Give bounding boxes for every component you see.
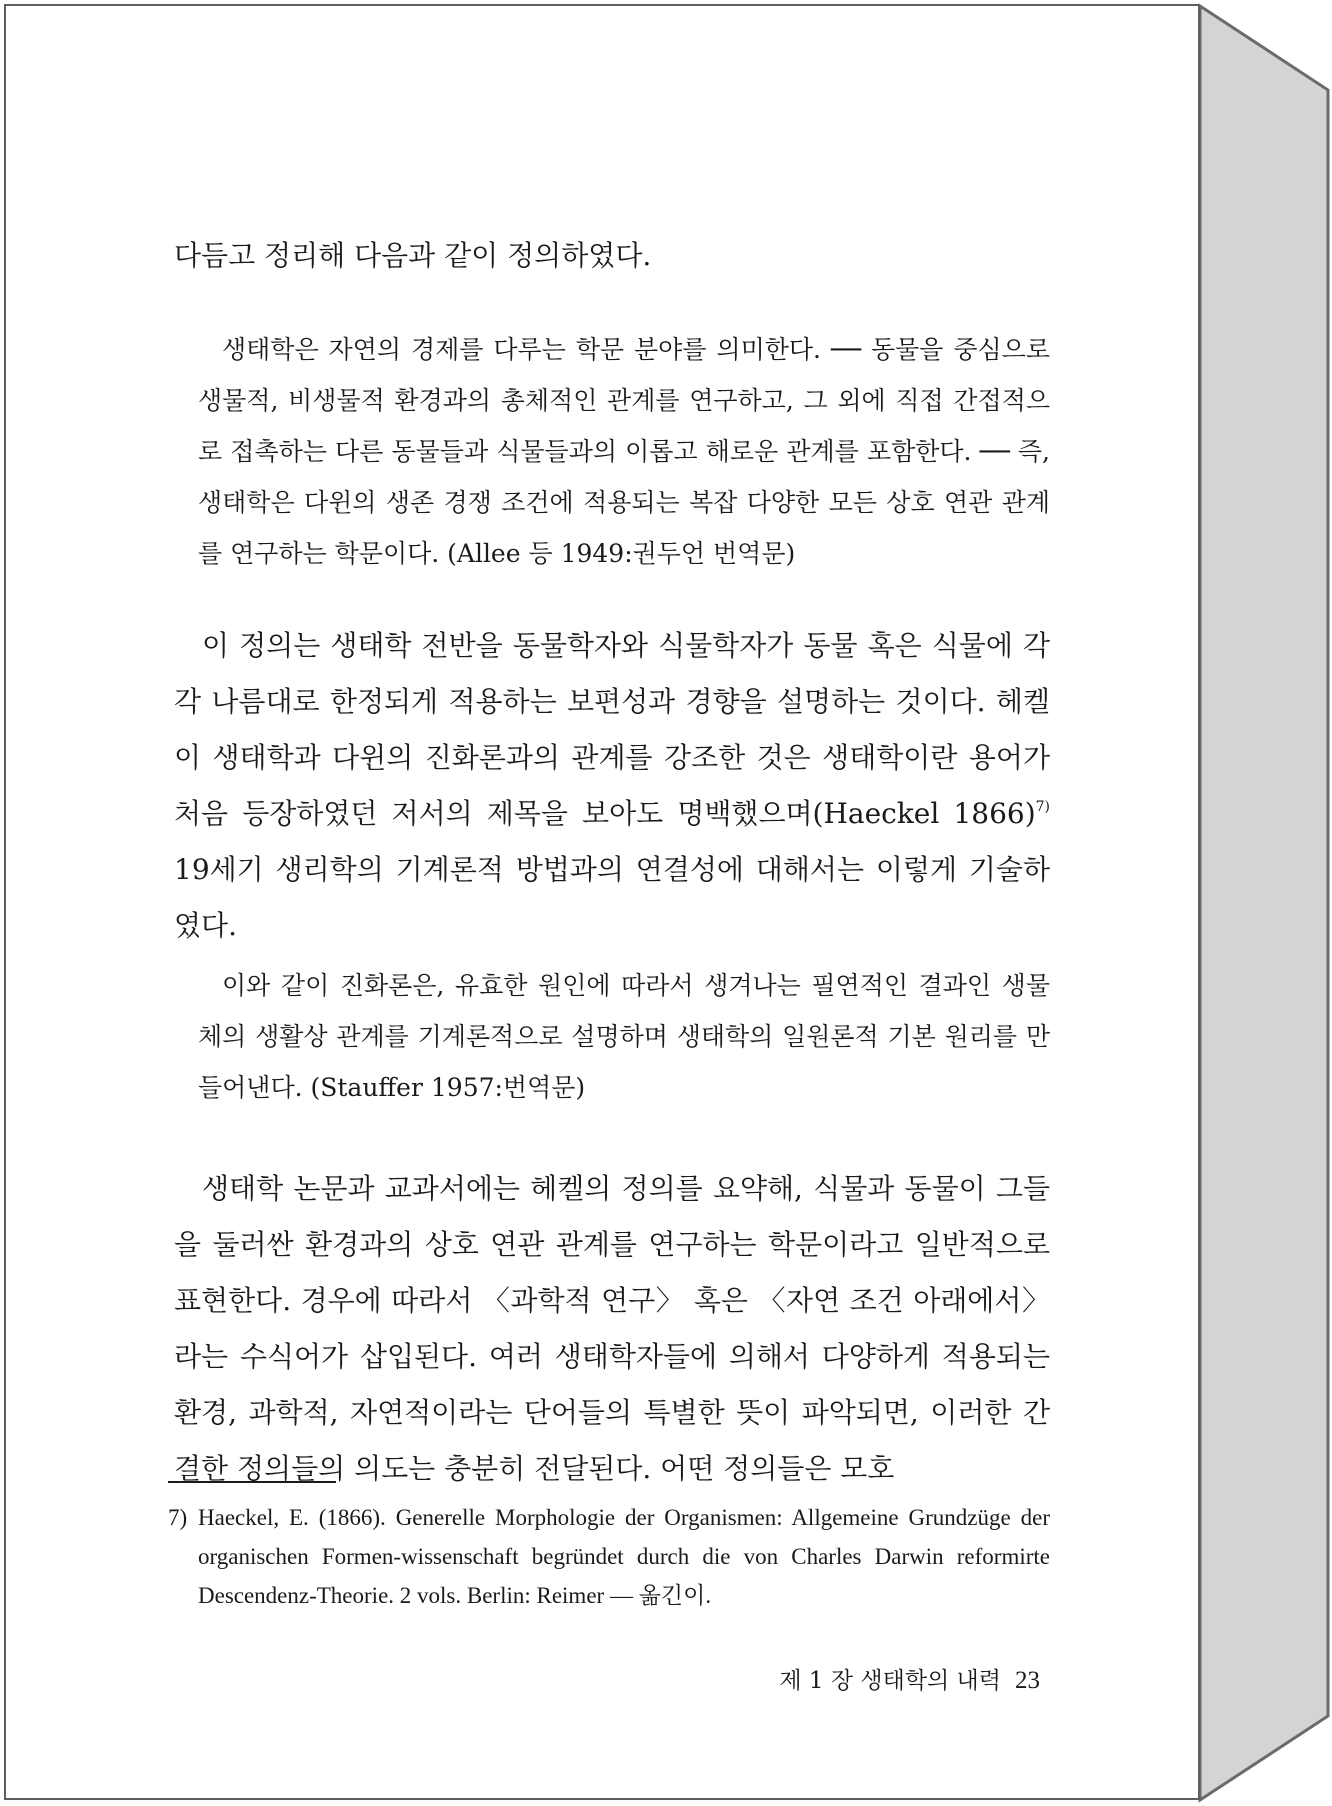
block-quote-stauffer: 이와 같이 진화론은, 유효한 원인에 따라서 생겨나는 필연적인 결과인 생물체의 생활상 관계를 기계론적으로 설명하며 생태학의 일원론적 기본 원리를 만들어낸다. (Stauffer 1957:번역문) [198, 971, 1050, 1102]
book-page [4, 4, 1200, 1800]
footnote [168, 1498, 1050, 1615]
body-paragraph-haeckel-text: 이 정의는 생태학 전반을 동물학자와 식물학자가 동물 혹은 식물에 각각 나름대로 한정되게 적용하는 보편성과 경향을 설명하는 것이다. 헤켈이 생태학과 다윈의 진화론과의 관계를 강조한 것은 생태학이란 용어가 처음 등장하였던 저서의 제목을 보아도 명백했으며(Haeckel 1866) [174, 629, 1050, 830]
body-paragraph-haeckel-tail: 19세기 생리학의 기계론적 방법과의 연결성에 대해서는 이렇게 기술하였다. [174, 853, 1050, 942]
footnote-reference: 7) [1035, 799, 1050, 815]
block-quote-allee: 생태학은 자연의 경제를 다루는 학문 분야를 의미한다. ── 동물을 중심으로 생물적, 비생물적 환경과의 총체적인 관계를 연구하고, 그 외에 직접 간접적으로 접촉하는 다른 동물들과 식물들과의 이롭고 해로운 관계를 포함한다. ── 즉, 생태학은 다윈의 생존 경쟁 조건에 적용되는 복잡 다양한 모든 상호 연관 관계를 연구하는 학문이다. (Allee 등 1949:권두언 번역문) [198, 335, 1050, 568]
running-chapter-title: 제 1 장 생태학의 내력 [779, 1668, 1001, 1694]
continuation-line: 다듬고 정리해 다음과 같이 정의하였다. [174, 239, 652, 272]
body-paragraph-definitions: 생태학 논문과 교과서에는 헤켈의 정의를 요약해, 식물과 동물이 그들을 둘러싼 환경과의 상호 연관 관계를 연구하는 학문이라고 일반적으로 표현한다. 경우에 따라서 〈과학적 연구〉 혹은 〈자연 조건 아래에서〉라는 수식어가 삽입된다. 여러 생태학자들에 의해서 다양하게 적용되는 환경, 과학적, 자연적이라는 단어들의 특별한 뜻이 파악되면, 이러한 간결한 정의들의 의도는 충분히 전달된다. 어떤 정의들은 모호 [174, 1172, 1050, 1485]
footnote-separator [168, 1481, 336, 1483]
footnote-text: Haeckel, E. (1866). Generelle Morphologie der Organismen: Allgemeine Grundzüge der organischen Formen-wissenschaft begründet durch die von Charles Darwin reformirte Descendenz-Theorie. 2 vols. Berlin: Reimer ― 옮긴이. [198, 1505, 1050, 1608]
page-number: 23 [1015, 1667, 1040, 1694]
body-paragraph-haeckel [174, 618, 1050, 954]
footnote-number: 7) [168, 1505, 188, 1530]
page-footer [779, 1662, 1040, 1695]
book-spine-shade [1200, 6, 1328, 1800]
